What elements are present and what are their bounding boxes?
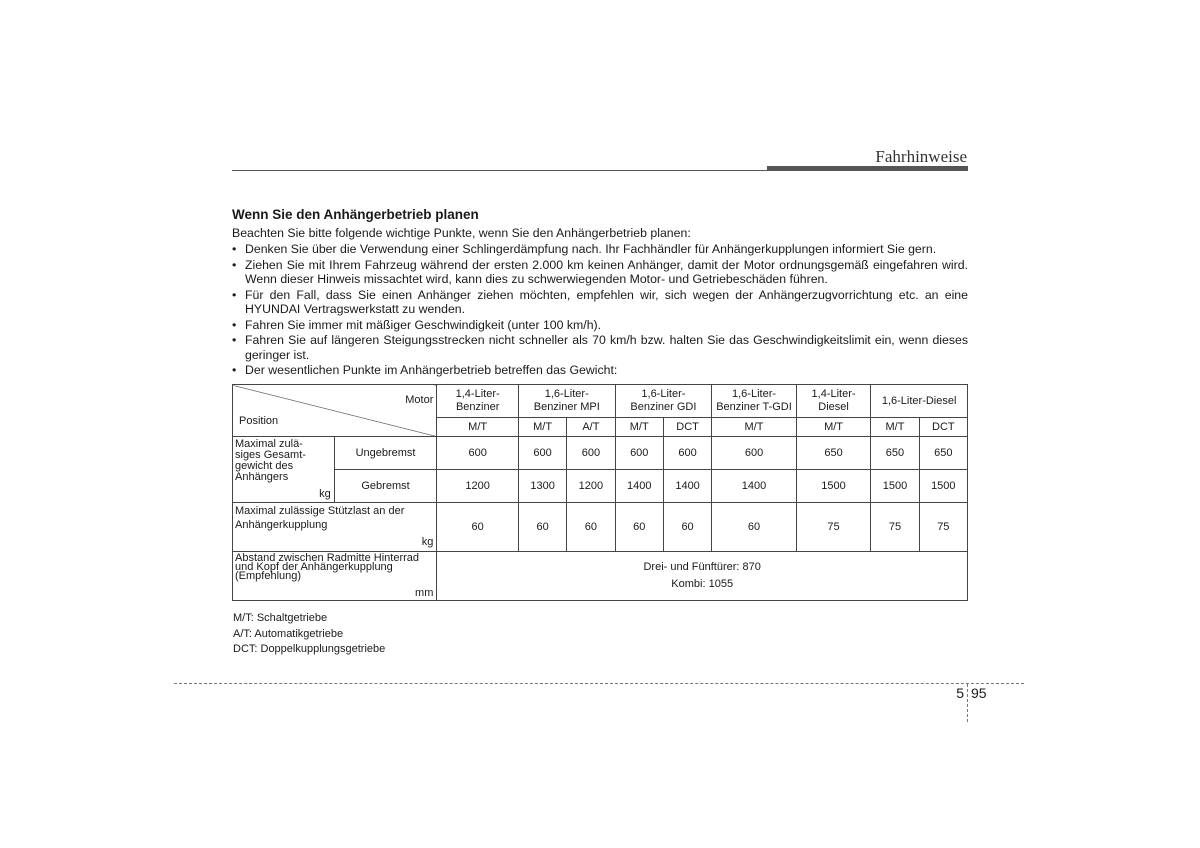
header-rule-thin — [232, 170, 767, 171]
table-cell: 1300 — [518, 470, 566, 503]
table-row — [233, 437, 968, 470]
table-cell: 75 — [919, 503, 967, 552]
section-title: Wenn Sie den Anhängerbetrieb planen — [232, 207, 479, 222]
engine-header: 1,6-Liter- Benziner T-GDI — [712, 385, 797, 418]
engine-header: 1,4-Liter- Diesel — [796, 385, 871, 418]
table-cell: 600 — [567, 437, 615, 470]
table-corner-cell — [233, 385, 437, 437]
footnotes — [233, 611, 385, 658]
table-cell: 75 — [871, 503, 919, 552]
table-cell: 60 — [437, 503, 519, 552]
table-cell: 60 — [615, 503, 663, 552]
footnote: M/T: Schaltgetriebe — [233, 612, 328, 624]
table-cell: 60 — [663, 503, 711, 552]
towing-weight-table — [232, 384, 968, 601]
engine-header: 1,6-Liter- Benziner GDI — [615, 385, 712, 418]
table-cell: 600 — [712, 437, 797, 470]
table-cell: 1500 — [796, 470, 871, 503]
table-cell: 60 — [567, 503, 615, 552]
table-cell: 1400 — [712, 470, 797, 503]
unit-label: kg — [421, 536, 434, 548]
table-cell: 600 — [663, 437, 711, 470]
transmission-header: M/T — [437, 418, 519, 437]
corner-motor-label: Motor — [405, 394, 434, 406]
page-number: 95 — [971, 685, 987, 701]
bullet-list — [232, 242, 968, 378]
unit-label: mm — [415, 587, 434, 599]
bullet-item: • Der wesentlichen Punkte im Anhängerbetrieb betreffen das Gewicht: — [232, 363, 968, 378]
table-cell: 600 — [518, 437, 566, 470]
table-cell: 75 — [796, 503, 871, 552]
transmission-header: M/T — [518, 418, 566, 437]
footnote: DCT: Doppelkupplungsgetriebe — [233, 643, 386, 656]
page-number-divider — [967, 684, 968, 722]
bullet-item: • Für den Fall, dass Sie einen Anhänger ziehen möchten, empfehlen wir, sich wegen der Anhängerzugvorrichtung etc. an eine HYUNDAI Vertragswerkstatt zu wenden. — [232, 288, 968, 317]
table-row — [233, 470, 968, 503]
engine-header: 1,6-Liter-Diesel — [871, 385, 968, 418]
bullet-item: • Ziehen Sie mit Ihrem Fahrzeug während der ersten 2.000 km keinen Anhänger, damit der Motor ordnungsgemäß eingefahren wird. Wenn dieser Hinweis missachtet wird, kann dies zu schwerwiegenden Motor- und Getriebeschäden führen. — [232, 258, 968, 287]
table-header-row-engines — [233, 385, 968, 418]
section-intro: Beachten Sie bitte folgende wichtige Punkte, wenn Sie den Anhängerbetrieb planen: — [232, 226, 691, 240]
footer-divider — [174, 683, 1024, 684]
table-row — [233, 503, 968, 552]
table-cell: 1200 — [567, 470, 615, 503]
transmission-header: M/T — [796, 418, 871, 437]
chapter-number: 5 — [956, 685, 964, 701]
header-rule-thick — [767, 166, 968, 171]
bullet-item: • Fahren Sie immer mit mäßiger Geschwindigkeit (unter 100 km/h). — [232, 318, 968, 333]
bullet-item: • Denken Sie über die Verwendung einer Schlingerdämpfung nach. Ihr Fachhändler für Anhängerkupplungen informiert Sie gern. — [232, 242, 968, 257]
distance-value-cell: Drei- und Fünftürer: 870 Kombi: 1055 — [437, 552, 968, 601]
table-cell: 650 — [919, 437, 967, 470]
transmission-header: DCT — [919, 418, 967, 437]
engine-header: 1,6-Liter- Benziner MPI — [518, 385, 615, 418]
braked-label: Gebremst — [334, 470, 437, 503]
page-header-title: Fahrhinweise — [875, 147, 967, 166]
table-cell: 60 — [712, 503, 797, 552]
footnote: A/T: Automatikgetriebe — [233, 627, 344, 640]
transmission-header: M/T — [871, 418, 919, 437]
table-cell: 60 — [518, 503, 566, 552]
tongue-load-label: Maximal zulässige Stützlast an der Anhängerkupplung kg — [233, 503, 437, 552]
distance-label: Abstand zwischen Radmitte Hinterrad und Kopf der Anhängerkupplung (Empfehlung) mm — [233, 552, 437, 601]
main-content — [232, 206, 968, 379]
table-cell: 1500 — [871, 470, 919, 503]
table-cell: 1200 — [437, 470, 519, 503]
table-cell: 1400 — [615, 470, 663, 503]
unbraked-label: Ungebremst — [334, 437, 437, 470]
transmission-header: M/T — [712, 418, 797, 437]
bullet-item: • Fahren Sie auf längeren Steigungsstrecken nicht schneller als 70 km/h bzw. halten Sie das Geschwindigkeitslimit ein, wenn dieses geringer ist. — [232, 333, 968, 362]
table-cell: 650 — [871, 437, 919, 470]
unit-label: kg — [319, 488, 331, 500]
engine-header: 1,4-Liter- Benziner — [437, 385, 519, 418]
table-cell: 650 — [796, 437, 871, 470]
table-row — [233, 552, 968, 601]
corner-position-label: Position — [239, 415, 279, 427]
table-cell: 600 — [615, 437, 663, 470]
transmission-header: A/T — [567, 418, 615, 437]
table-cell: 1400 — [663, 470, 711, 503]
trailer-weight-label: Maximal zulä- siges Gesamt- gewicht des Anhängers kg — [233, 437, 335, 503]
transmission-header: M/T — [615, 418, 663, 437]
table-cell: 1500 — [919, 470, 967, 503]
table-cell: 600 — [437, 437, 519, 470]
transmission-header: DCT — [663, 418, 711, 437]
